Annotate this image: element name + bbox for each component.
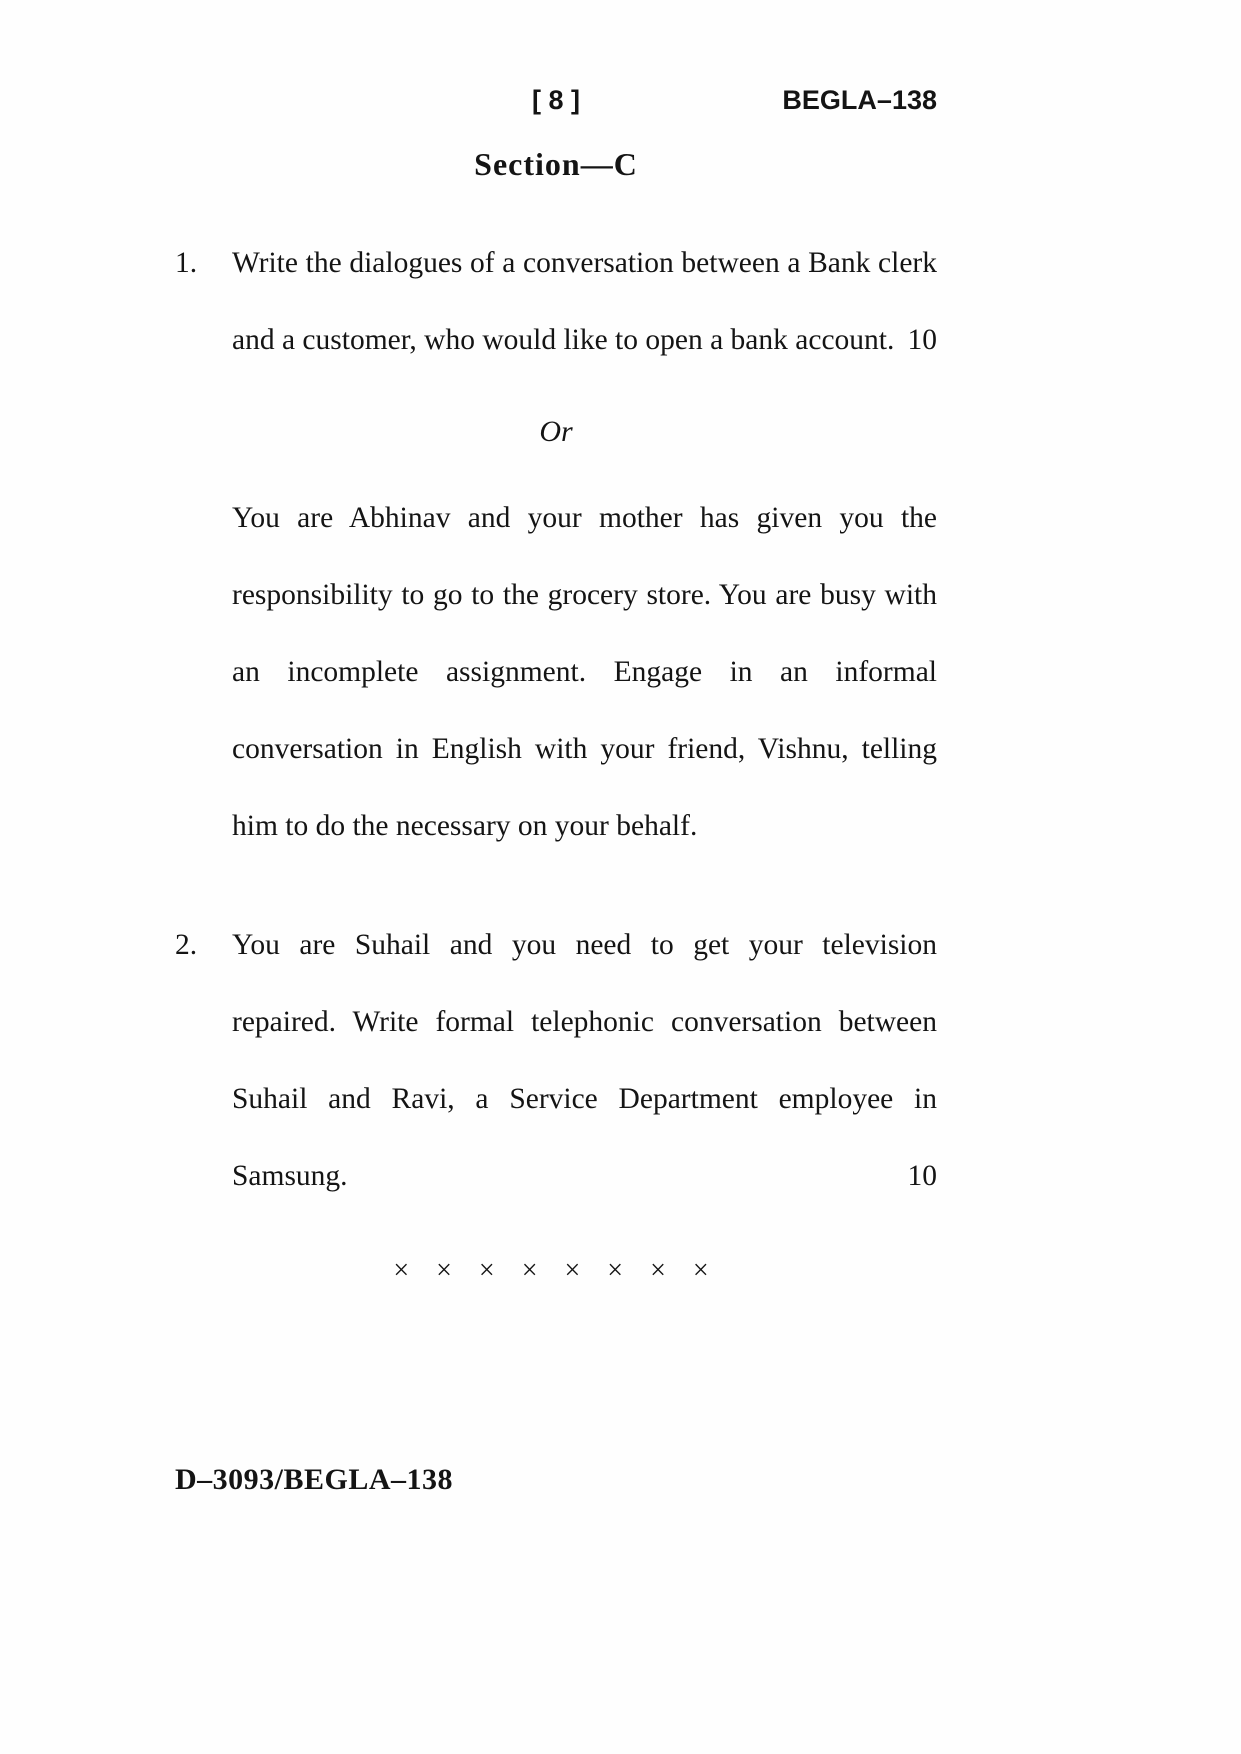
question-1-alternative-indent xyxy=(175,480,232,865)
question-2 xyxy=(175,907,937,1215)
end-of-paper-marks: × × × × × × × × xyxy=(393,1255,719,1286)
page-number: [ 8 ] xyxy=(531,85,580,115)
or-separator: Or xyxy=(539,415,573,448)
question-2-marks: 10 xyxy=(907,1160,937,1192)
question-1-marks: 10 xyxy=(907,324,937,356)
question-1-alternative-text: You are Abhinav and your mother has given you the responsibility to go to the grocery store. You are busy with an incomplete assignment. Engage in an informal conversation in English with your friend, Vishnu, telling him to do the necessary on your behalf. xyxy=(232,502,937,842)
question-2-number: 2. xyxy=(175,929,198,961)
question-1-body xyxy=(232,225,937,379)
question-1-alternative-body xyxy=(232,480,937,865)
question-1-alternative xyxy=(175,480,937,865)
page-header xyxy=(175,80,937,120)
question-2-text: You are Suhail and you need to get your television repaired. Write formal telephonic conversation between Suhail and Ravi, a Service Department employee in Samsung. xyxy=(232,929,937,1192)
question-2-body xyxy=(232,907,937,1215)
question-1-number: 1. xyxy=(175,247,198,279)
question-1 xyxy=(175,225,937,379)
section-title: Section—C xyxy=(474,146,638,182)
paper-code: BEGLA–138 xyxy=(782,85,937,115)
question-1-text: Write the dialogues of a conversation between a Bank clerk and a customer, who would like to open a bank account. xyxy=(232,247,937,356)
footer-paper-code: D–3093/BEGLA–138 xyxy=(175,1463,454,1496)
